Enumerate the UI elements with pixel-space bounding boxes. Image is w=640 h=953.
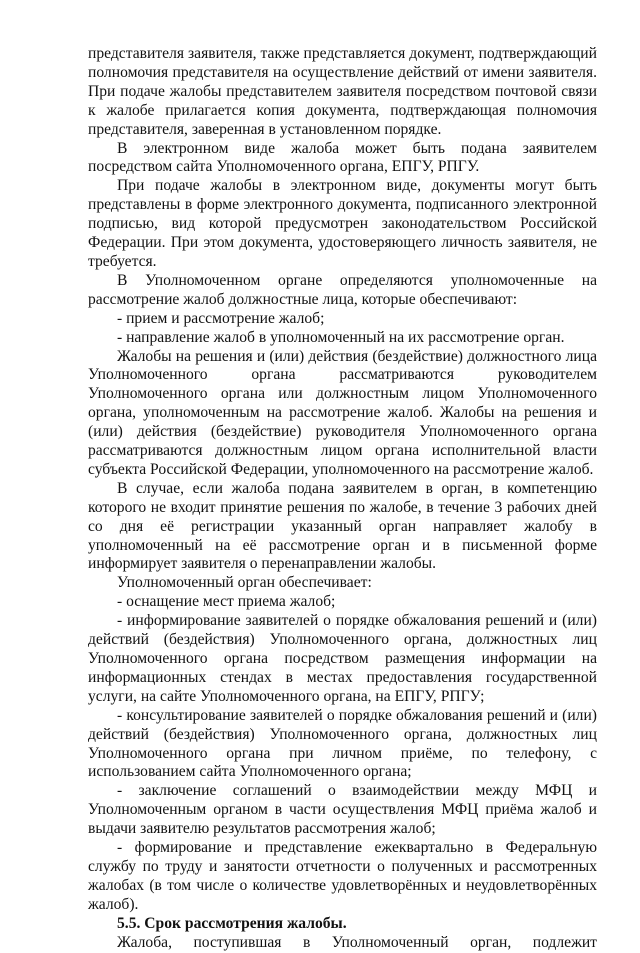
paragraph-representative: представителя заявителя, также представляется документ, подтверждающий полномочия представителя на осуществление действий от имени заявителя. При подаче жалобы представителем заявителя посредством почтовой связи к жалобе прилагается копия документа, подтверждающая полномочия представителя, заверенная в установленном порядке.	[88, 45, 597, 138]
list-item-reporting: - формирование и представление ежеквартально в Федеральную службу по труду и занятости отчетности о полученных и рассмотренных жалобах (в том числе о количестве удовлетворённых и неудовлетворённых жалоб).	[88, 839, 597, 913]
paragraph-electronic-submission: В электронном виде жалоба может быть подана заявителем посредством сайта Уполномоченного органа, ЕПГУ, РПГУ.	[88, 139, 597, 176]
list-item-agreements: - заключение соглашений о взаимодействии между МФЦ и Уполномоченным органом в части осуществления МФЦ приёма жалоб и выдачи заявителю результатов рассмотрения жалоб;	[88, 782, 597, 838]
section-heading: 5.5. Срок рассмотрения жалобы.	[117, 914, 347, 932]
list-item-forward-complaints: - направление жалоб в уполномоченный на их рассмотрение орган.	[117, 328, 565, 346]
list-item-consulting: - консультирование заявителей о порядке обжалования решений и (или) действий (бездействия) Уполномоченного органа, должностных лиц Уполномоченного органа при личном приёме, по телефону, с использованием сайта Уполномоченного органа;	[88, 706, 597, 781]
list-item-informing: - информирование заявителей о порядке обжалования решений и (или) действий (бездействия) Уполномоченного органа, должностных лиц Уполномоченного органа посредством размещения информации на информационных стендах в местах предоставления государственной услуги, на сайте Уполномоченного органа, на ЕПГУ, РПГУ;	[88, 612, 597, 705]
document-body	[88, 45, 597, 953]
paragraph-last-line: Жалоба, поступившая в Уполномоченный орган, подлежит	[117, 933, 597, 951]
paragraph-authority-ensures: Уполномоченный орган обеспечивает:	[117, 574, 372, 592]
list-item-receive-complaints: - прием и рассмотрение жалоб;	[117, 309, 325, 327]
paragraph-complaint-review: Жалобы на решения и (или) действия (бездействие) должностного лица Уполномоченного органа рассматриваются руководителем Уполномоченного органа или должностным лицом Уполномоченного органа, уполномоченным на рассмотрение жалоб. Жалобы на решения и (или) действия (бездействие) руководителя Уполномоченного органа рассматриваются должностным лицом органа исполнительной власти субъекта Российской Федерации, уполномоченного на рассмотрение жалоб.	[88, 347, 597, 478]
list-item-equipment: - оснащение мест приема жалоб;	[117, 593, 336, 611]
paragraph-electronic-documents: При подаче жалобы в электронном виде, документы могут быть представлены в форме электронного документа, подписанного электронной подписью, вид которой предусмотрен законодательством Российской Федерации. При этом документа, удостоверяющего личность заявителя, не требуется.	[88, 177, 597, 270]
paragraph-authorized-officials: В Уполномоченном органе определяются уполномоченные на рассмотрение жалоб должностные лица, которые обеспечивают:	[88, 271, 597, 308]
paragraph-redirection: В случае, если жалоба подана заявителем в орган, в компетенцию которого не входит принятие решения по жалобе, в течение 3 рабочих дней со дня её регистрации указанный орган направляет жалобу в уполномоченный на её рассмотрение орган и в письменной форме информирует заявителя о перенаправлении жалобы.	[88, 479, 597, 573]
